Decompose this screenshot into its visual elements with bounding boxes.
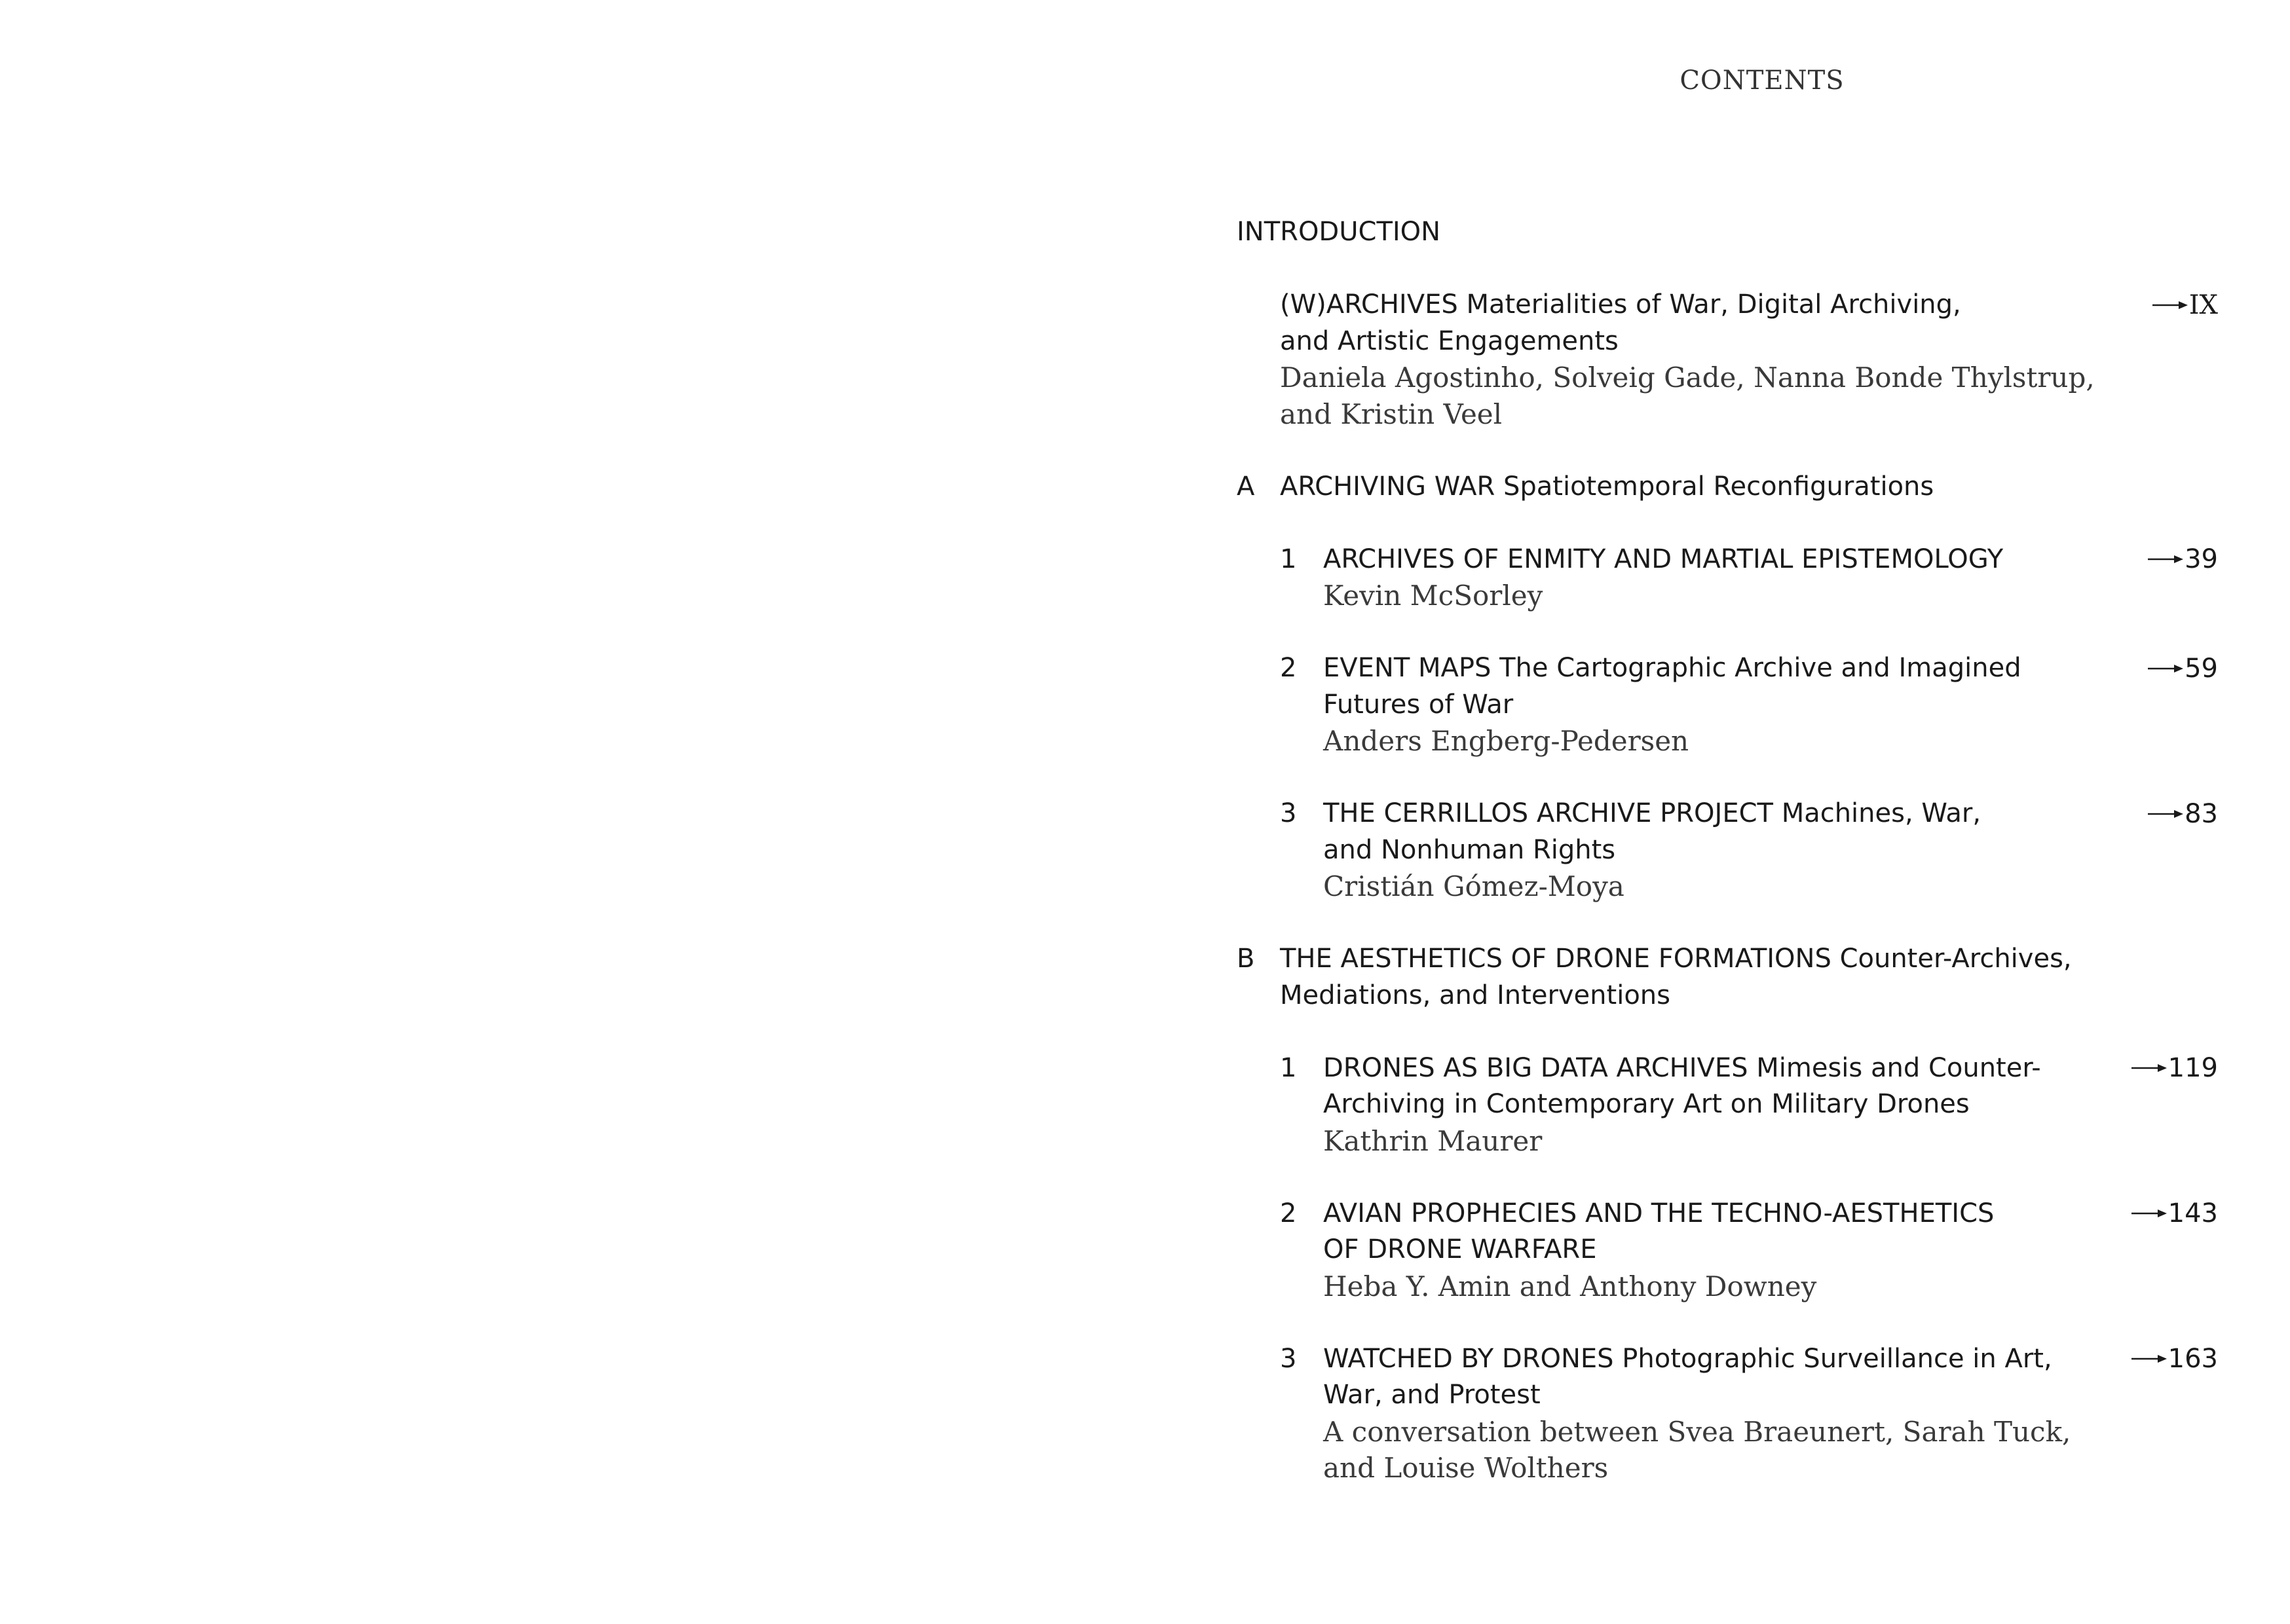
part-heading-a — [1237, 469, 2218, 506]
toc-entry-b3 — [1237, 1341, 2218, 1486]
right-page-contents — [1145, 0, 2290, 1624]
chapter-number: 1 — [1280, 1052, 1297, 1083]
toc-entry-a1 — [1237, 542, 2218, 614]
entry-title-line: ARCHIVES OF ENMITY AND MARTIAL EPISTEMOLOGY — [1323, 544, 2004, 574]
entry-title — [1323, 1341, 2087, 1414]
toc-entry-introduction — [1237, 287, 2218, 432]
toc-entry-b2 — [1237, 1196, 2218, 1305]
entry-title-line: WATCHED BY DRONES Photographic Surveillance in Art, — [1323, 1343, 2052, 1374]
page-number: 163 — [2168, 1344, 2218, 1375]
chapter-number: 3 — [1280, 1343, 1297, 1374]
entry-title — [1280, 287, 2087, 360]
chapter-number: 2 — [1280, 1198, 1297, 1228]
arrow-right-icon — [2148, 553, 2183, 566]
arrow-right-icon — [2131, 1061, 2167, 1075]
page-reference — [2152, 287, 2218, 323]
chapter-number: 2 — [1280, 653, 1297, 683]
entry-title-line: Futures of War — [1323, 689, 1514, 720]
arrow-right-icon — [2148, 807, 2183, 821]
entry-author — [1323, 1123, 2087, 1160]
entry-author-line: Anders Engberg-Pedersen — [1323, 725, 1689, 757]
page-number: 83 — [2185, 798, 2218, 829]
entry-author-line: and Kristin Veel — [1280, 397, 1503, 430]
toc-entry-b1 — [1237, 1050, 2218, 1160]
page-number: 143 — [2168, 1198, 2218, 1229]
chapter-number: 1 — [1280, 544, 1297, 574]
entry-author — [1323, 1268, 2087, 1305]
entry-title — [1323, 1196, 2087, 1268]
toc-entry-a3 — [1237, 796, 2218, 905]
entry-title-line: THE CERRILLOS ARCHIVE PROJECT Machines, War, — [1323, 798, 1981, 828]
entry-title-line: Archiving in Contemporary Art on Military Drones — [1323, 1089, 1970, 1119]
page-reference — [2148, 542, 2218, 578]
part-letter: A — [1237, 471, 1255, 502]
entry-author-line: Heba Y. Amin and Anthony Downey — [1323, 1270, 1817, 1302]
part-title-line: ARCHIVING WAR Spatiotemporal Reconfigurations — [1280, 471, 1934, 502]
part-letter: B — [1237, 944, 1255, 974]
entry-author — [1280, 360, 2095, 432]
entry-title — [1323, 650, 2087, 723]
arrow-right-icon — [2148, 662, 2183, 675]
entry-title-line: OF DRONE WARFARE — [1323, 1234, 1597, 1264]
page-number: IX — [2188, 289, 2218, 320]
entry-title — [1323, 542, 2087, 578]
arrow-right-icon — [2152, 299, 2188, 312]
running-head: CONTENTS — [1680, 65, 1845, 96]
introduction-heading: INTRODUCTION — [1237, 217, 1441, 247]
arrow-right-icon — [2131, 1352, 2167, 1365]
entry-title-line: War, and Protest — [1323, 1380, 1541, 1410]
toc-entry-a2 — [1237, 650, 2218, 760]
entry-author-line: Kathrin Maurer — [1323, 1124, 1543, 1157]
page-reference — [2131, 1196, 2218, 1232]
entry-author-line: Daniela Agostinho, Solveig Gade, Nanna Bonde Thylstrup, — [1280, 361, 2095, 394]
page-number: 59 — [2185, 653, 2218, 684]
entry-title-line: DRONES AS BIG DATA ARCHIVES Mimesis and Counter- — [1323, 1052, 2041, 1083]
entry-title-line: AVIAN PROPHECIES AND THE TECHNO-AESTHETICS — [1323, 1198, 1995, 1228]
entry-author — [1323, 578, 2087, 614]
entry-title — [1323, 796, 2087, 868]
entry-title-line: (W)ARCHIVES Materialities of War, Digital Archiving, — [1280, 289, 1961, 320]
entry-title-line: and Nonhuman Rights — [1323, 834, 1616, 865]
page-reference — [2148, 650, 2218, 687]
page-number: 39 — [2185, 544, 2218, 575]
entry-author — [1323, 868, 2087, 905]
page-reference — [2131, 1050, 2218, 1087]
entry-title-line: EVENT MAPS The Cartographic Archive and Imagined — [1323, 653, 2021, 683]
entry-title-line: and Artistic Engagements — [1280, 325, 1619, 356]
chapter-number: 3 — [1280, 798, 1297, 828]
entry-author-line: Cristián Gómez-Moya — [1323, 870, 1624, 902]
arrow-right-icon — [2131, 1207, 2167, 1220]
entry-author-line: Kevin McSorley — [1323, 580, 1543, 612]
entry-title — [1323, 1050, 2087, 1123]
part-title-line: Mediations, and Interventions — [1280, 980, 1670, 1010]
page-reference — [2148, 796, 2218, 832]
entry-author — [1323, 1414, 2087, 1486]
part-title-line: THE AESTHETICS OF DRONE FORMATIONS Counter-Archives, — [1280, 944, 2072, 974]
entry-author — [1323, 723, 2087, 760]
entry-author-line: and Louise Wolthers — [1323, 1452, 1609, 1484]
table-of-contents — [1237, 214, 2218, 1486]
entry-author-line: A conversation between Svea Braeunert, Sarah Tuck, — [1323, 1415, 2071, 1448]
page-reference — [2131, 1341, 2218, 1378]
page-number: 119 — [2168, 1053, 2218, 1084]
part-heading-b — [1237, 941, 2218, 1014]
